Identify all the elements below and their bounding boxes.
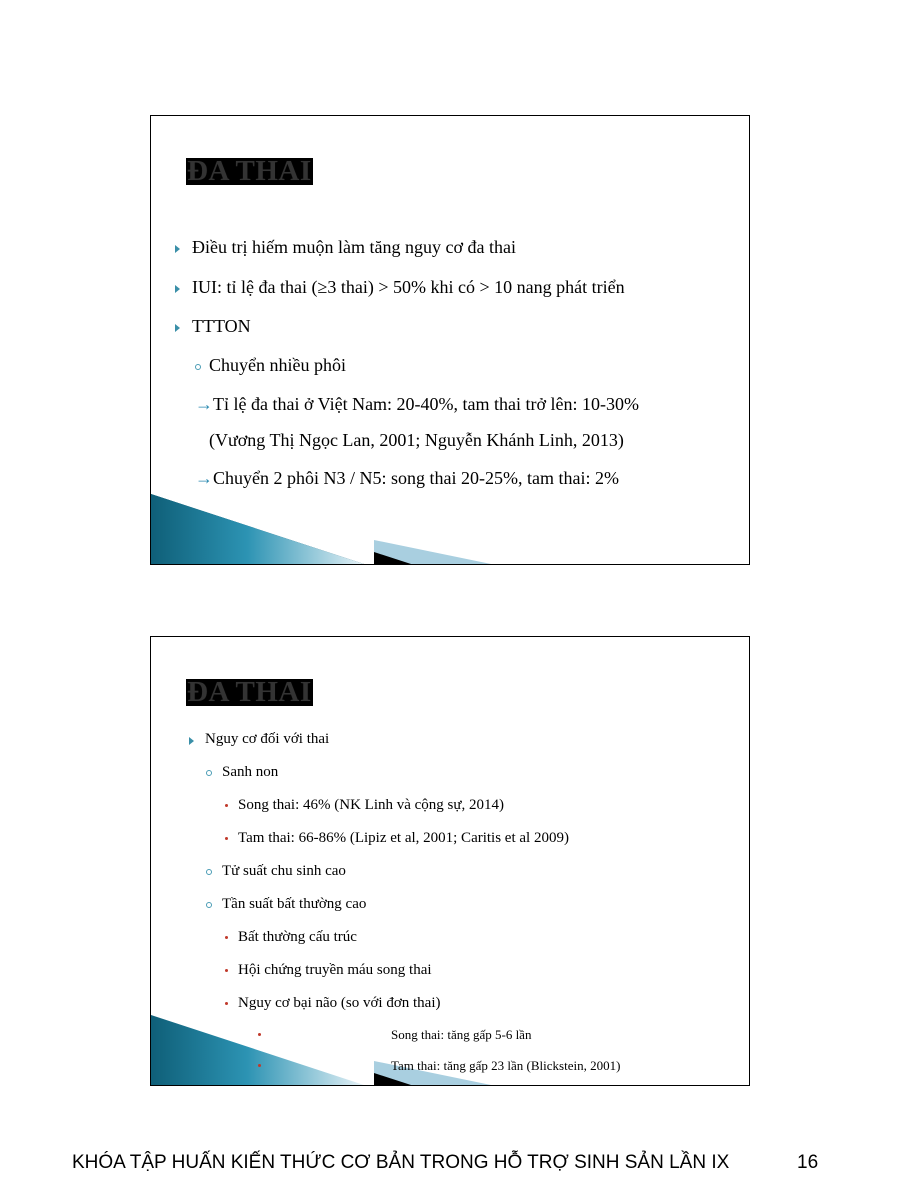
slide-2-detail-1: Song thai: tăng gấp 5-6 lần bbox=[391, 1027, 532, 1042]
dot-bullet-icon bbox=[225, 837, 228, 840]
slide-1-title: ĐA THAI bbox=[187, 155, 312, 187]
dot-bullet-icon bbox=[225, 936, 228, 939]
slide-1-bullet-3: TTTON bbox=[192, 316, 251, 336]
triangle-bullet-icon bbox=[175, 245, 180, 253]
slide-2-sub-2: Tử suất chu sinh cao bbox=[222, 863, 346, 879]
dot-bullet-icon bbox=[258, 1033, 261, 1036]
slide-1-bullet-1: Điều trị hiếm muộn làm tăng nguy cơ đa thai bbox=[192, 237, 516, 257]
slide-2-title: ĐA THAI bbox=[187, 676, 312, 708]
slide-1-bullet-2: IUI: tỉ lệ đa thai (≥3 thai) > 50% khi có > 10 nang phát triển bbox=[192, 277, 625, 297]
slide-1 bbox=[150, 115, 750, 565]
slide-2-sub-3: Tần suất bất thường cao bbox=[222, 896, 367, 912]
ring-bullet-icon bbox=[206, 902, 212, 908]
page-footer: KHÓA TẬP HUẤN KIẾN THỨC CƠ BẢN TRONG HỖ TRỢ SINH SẢN LẦN IX bbox=[72, 1152, 730, 1173]
slide-2-sub-3-item-1: Bất thường cấu trúc bbox=[238, 929, 357, 945]
triangle-bullet-icon bbox=[175, 285, 180, 293]
slide-2 bbox=[150, 636, 750, 1086]
slide-2-sub-1-item-2: Tam thai: 66-86% (Lipiz et al, 2001; Caritis et al 2009) bbox=[238, 830, 569, 846]
slide-1-arrow-line-2: (Vương Thị Ngọc Lan, 2001; Nguyễn Khánh Linh, 2013) bbox=[209, 430, 624, 450]
arrow-right-icon: → bbox=[195, 468, 213, 488]
triangle-bullet-icon bbox=[175, 324, 180, 332]
arrow-right-icon: → bbox=[195, 394, 213, 414]
slide-2-sub-3-item-3: Nguy cơ bại não (so với đơn thai) bbox=[238, 995, 441, 1011]
dot-bullet-icon bbox=[258, 1064, 261, 1067]
slide-2-detail-2: Tam thai: tăng gấp 23 lần (Blickstein, 2001) bbox=[391, 1058, 621, 1073]
slide-1-arrow-line-1: →Tỉ lệ đa thai ở Việt Nam: 20-40%, tam thai trở lên: 10-30% bbox=[195, 394, 640, 414]
ring-bullet-icon bbox=[206, 869, 212, 875]
ring-bullet-icon bbox=[195, 364, 201, 370]
dot-bullet-icon bbox=[225, 804, 228, 807]
slide-1-sub-bullet: Chuyển nhiều phôi bbox=[209, 355, 346, 375]
dot-bullet-icon bbox=[225, 969, 228, 972]
page-number: 16 bbox=[797, 1152, 819, 1173]
dot-bullet-icon bbox=[225, 1002, 228, 1005]
slide-2-bullet: Nguy cơ đối với thai bbox=[205, 731, 330, 747]
slide-2-sub-1: Sanh non bbox=[222, 764, 279, 780]
slide-1-arrow-line-3: →Chuyển 2 phôi N3 / N5: song thai 20-25%, tam thai: 2% bbox=[195, 468, 619, 488]
slide-2-sub-1-item-1: Song thai: 46% (NK Linh và cộng sự, 2014) bbox=[238, 797, 505, 813]
slide-2-sub-3-item-2: Hội chứng truyền máu song thai bbox=[238, 962, 432, 978]
triangle-bullet-icon bbox=[189, 737, 194, 745]
ring-bullet-icon bbox=[206, 770, 212, 776]
